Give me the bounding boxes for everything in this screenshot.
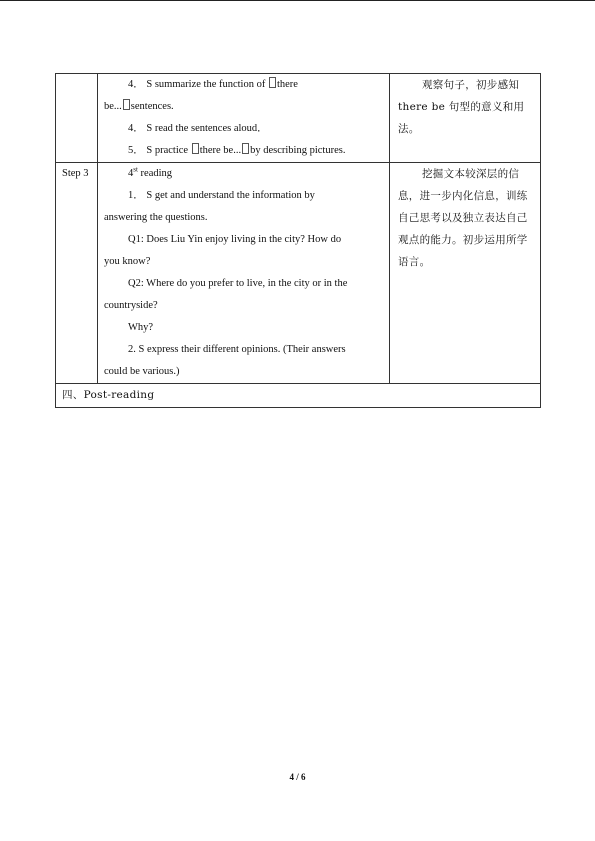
missing-glyph-box — [123, 99, 130, 110]
missing-glyph-box — [269, 77, 276, 88]
activity-heading: 4st reading — [128, 165, 173, 179]
section-label: 四、Post-reading — [62, 389, 155, 401]
activity-line: countryside? — [104, 300, 158, 311]
top-rule — [0, 0, 595, 1]
activity-line: Q2: Where do you prefer to live, in the city or in the — [128, 278, 348, 289]
activity-line: Why? — [128, 322, 154, 333]
activity-line: 2. S express their different opinions. (Their answers — [128, 344, 346, 355]
page-number: 4 / 6 — [289, 772, 306, 782]
table-row — [56, 74, 541, 163]
activity-line: answering the questions. — [104, 212, 208, 223]
purpose-cell — [390, 163, 541, 384]
section-cell — [56, 384, 541, 408]
purpose-text: 挖掘文本较深层的信息，进一步内化信息，训练自己思考以及独立表达自己观点的能力。初步运用所学语言。 — [398, 168, 528, 268]
lesson-plan-table — [55, 73, 541, 408]
activity-line: 4． S summarize the function of there — [128, 79, 298, 90]
activity-line: be... sentences. — [104, 101, 174, 112]
activity-line: 1． S get and understand the information by — [128, 190, 315, 201]
step-label: Step 3 — [62, 168, 89, 179]
activity-line: you know? — [104, 256, 151, 267]
activity-line: 4． S read the sentences aloud． — [128, 123, 268, 134]
missing-glyph-box — [192, 143, 199, 154]
step-cell — [56, 163, 98, 384]
table-row — [56, 163, 541, 384]
purpose-cell — [390, 74, 541, 163]
activity-line: 5． S practice there be... by describing pictures. — [128, 145, 346, 156]
table-row — [56, 384, 541, 408]
document-page — [55, 73, 540, 408]
activity-cell — [98, 163, 390, 384]
step-cell — [56, 74, 98, 163]
activity-line: could be various.) — [104, 366, 180, 377]
activity-line: Q1: Does Liu Yin enjoy living in the city? How do — [128, 234, 342, 245]
activity-cell — [98, 74, 390, 163]
purpose-text: 观察句子，初步感知 there be 句型的意义和用法。 — [398, 79, 525, 135]
missing-glyph-box — [242, 143, 249, 154]
